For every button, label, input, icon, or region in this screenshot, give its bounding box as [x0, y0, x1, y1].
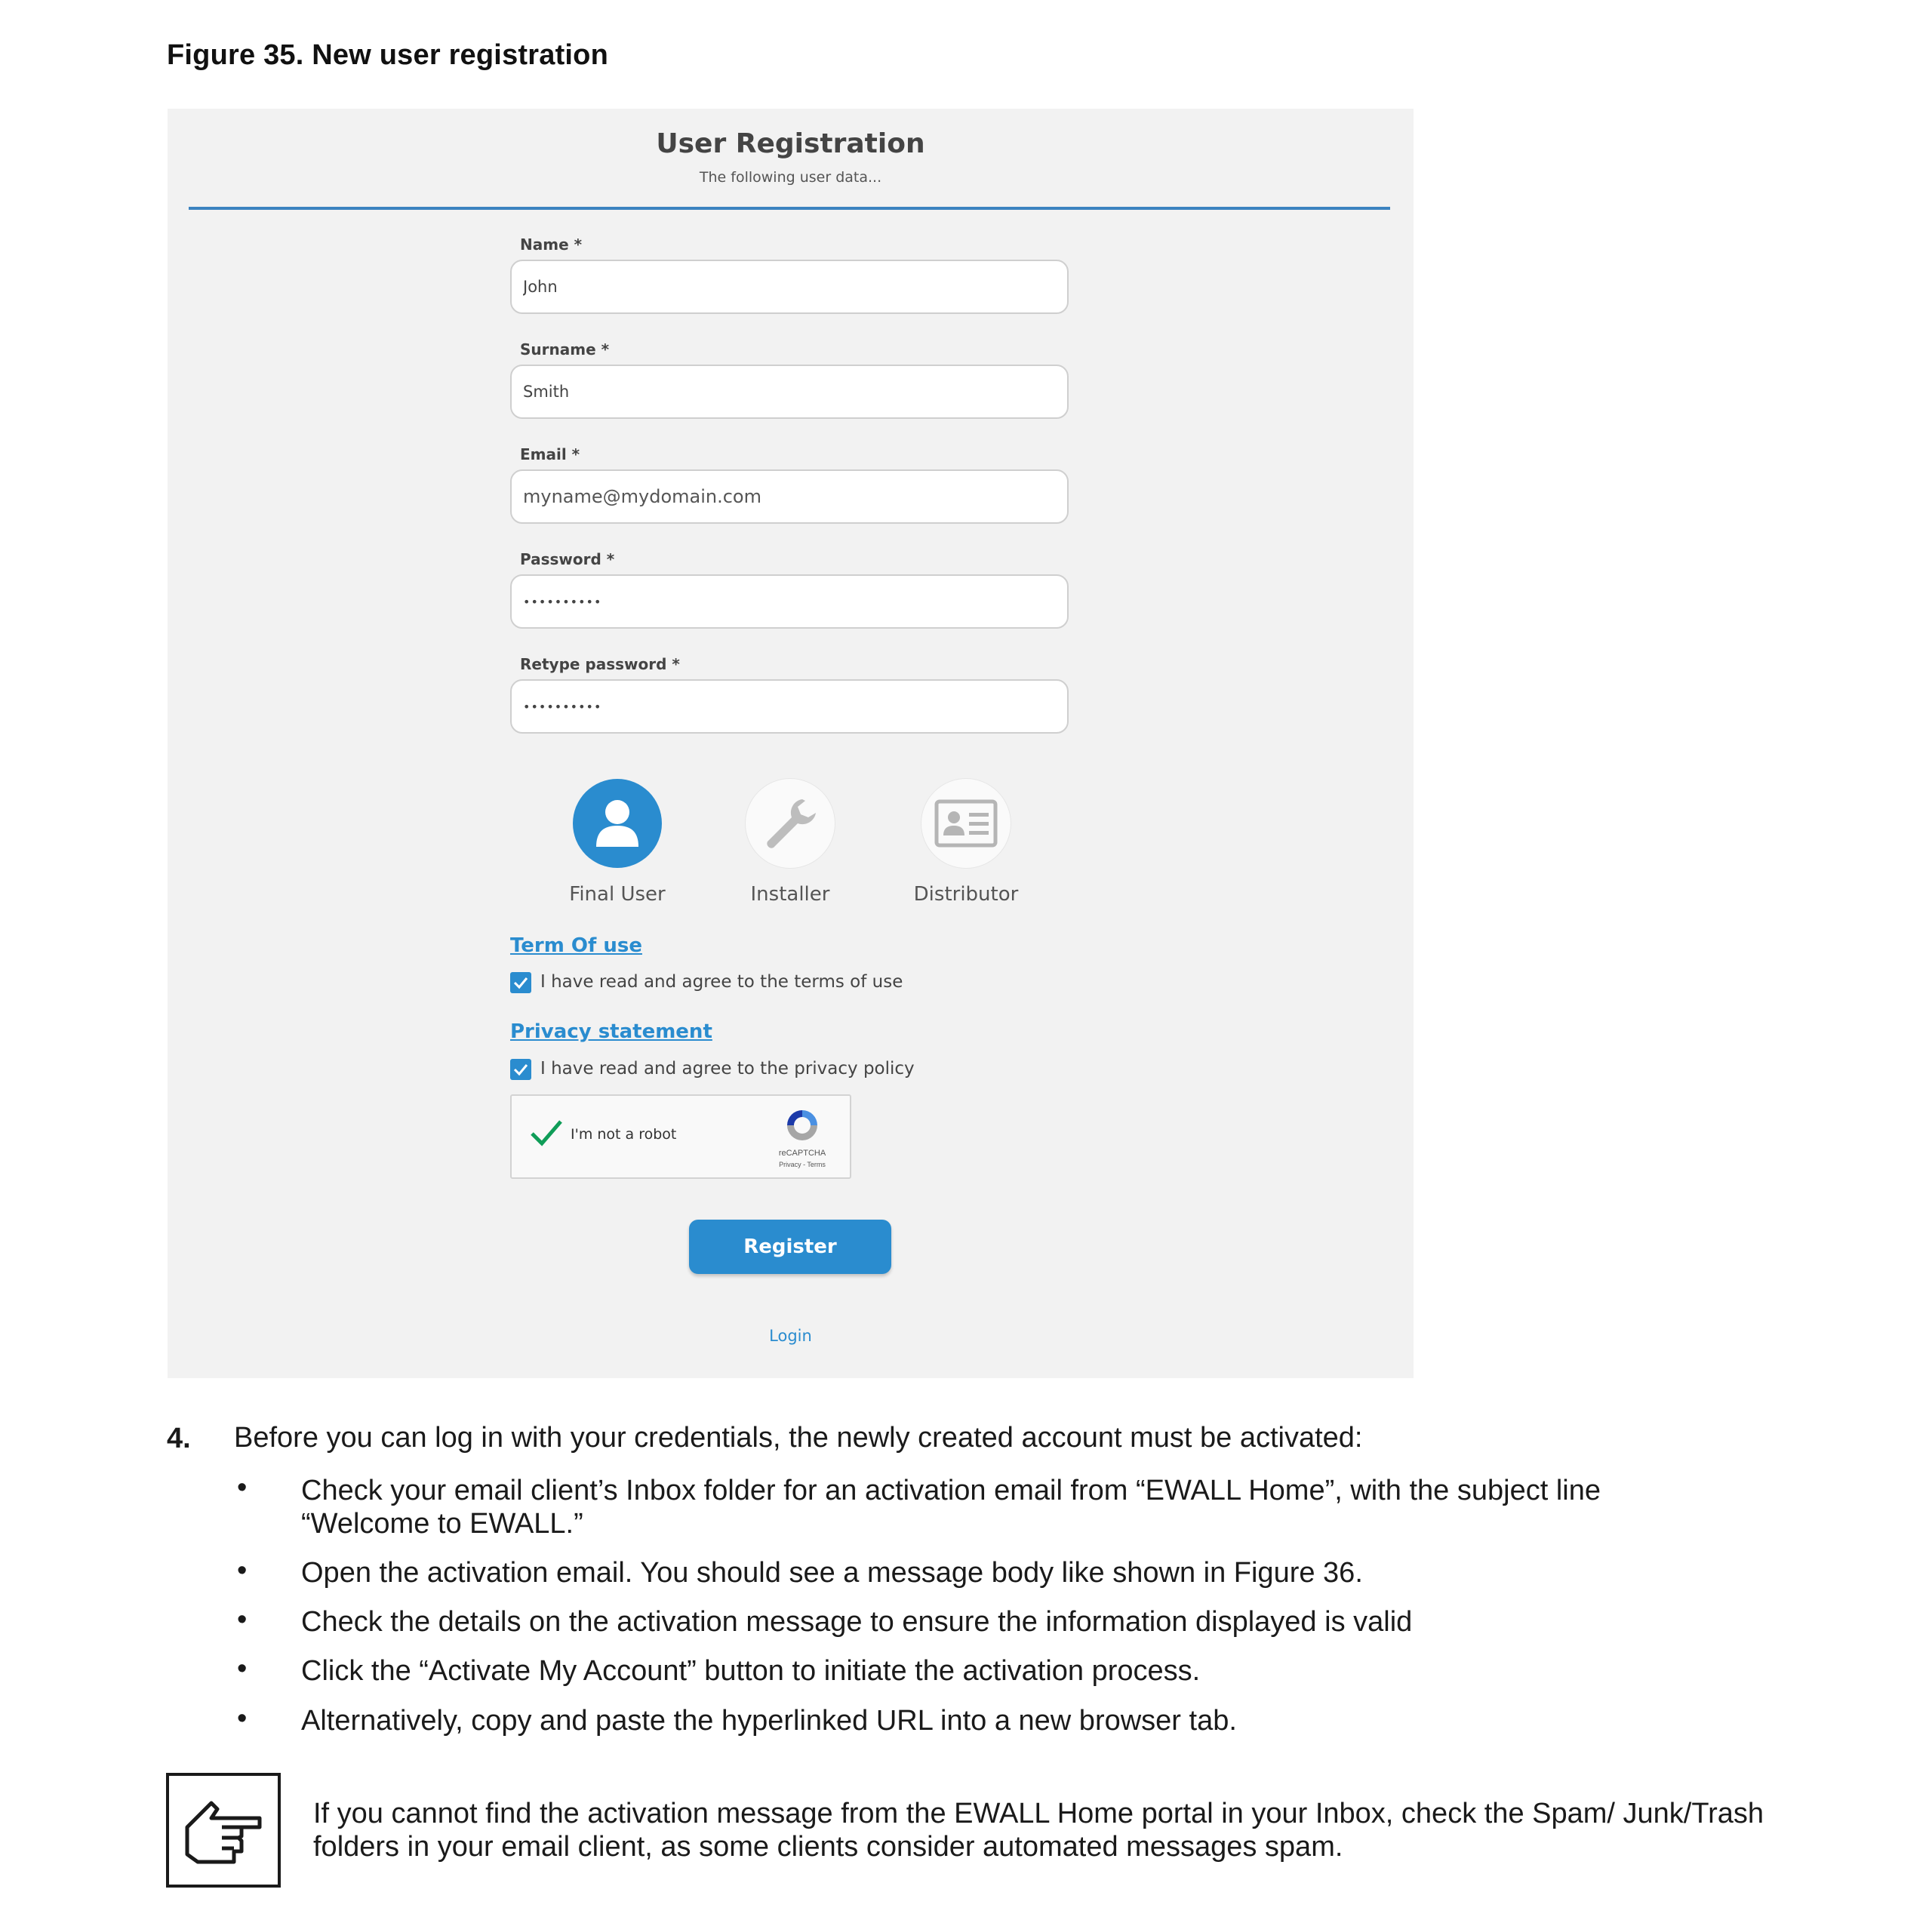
- step-number: 4.: [167, 1423, 191, 1454]
- bullet-item: Click the “Activate My Account” button to initiate the activation process.: [301, 1655, 1201, 1687]
- captcha-brand: reCAPTCHA: [778, 1149, 826, 1158]
- terms-of-use-link[interactable]: Term Of use: [510, 934, 642, 957]
- role-distributor-label: Distributor: [913, 883, 1019, 906]
- bullet-item: Check the details on the activation message to ensure the information displayed is valid: [301, 1606, 1413, 1638]
- form-subtitle: The following user data...: [699, 169, 882, 186]
- email-input[interactable]: [510, 469, 1069, 524]
- surname-input[interactable]: [510, 365, 1069, 419]
- role-installer[interactable]: [746, 779, 835, 868]
- email-label: Email *: [520, 445, 580, 463]
- header-divider: [189, 207, 1390, 210]
- bullet-marker: •: [237, 1604, 248, 1635]
- privacy-statement-link[interactable]: Privacy statement: [510, 1020, 712, 1043]
- recaptcha-logo-icon: [783, 1106, 821, 1144]
- recaptcha-widget[interactable]: [510, 1094, 851, 1179]
- login-link[interactable]: Login: [769, 1327, 812, 1345]
- checkmark-icon: [512, 1061, 529, 1078]
- role-final-user[interactable]: [573, 779, 662, 868]
- surname-label: Surname *: [520, 340, 610, 358]
- note-box: [166, 1773, 281, 1888]
- bullet-marker: •: [237, 1555, 248, 1586]
- note-text: If you cannot find the activation message from the EWALL Home portal in your Inbox, check the Spam/ Junk/Trash folders in your email client, as some clients consider automated messages spam.: [313, 1798, 1764, 1863]
- register-button[interactable]: Register: [689, 1220, 891, 1274]
- bullet-item: Check your email client’s Inbox folder for an activation email from “EWALL Home”, with the subject line “Welcome to EWALL.”: [301, 1475, 1601, 1540]
- captcha-label: I'm not a robot: [571, 1126, 677, 1143]
- bullet-marker: •: [237, 1472, 248, 1503]
- retype-password-label: Retype password *: [520, 655, 680, 673]
- role-final-user-label: Final User: [569, 883, 666, 906]
- registration-screenshot: [168, 109, 1414, 1378]
- role-installer-label: Installer: [750, 883, 830, 906]
- retype-password-input[interactable]: [510, 679, 1069, 734]
- captcha-check-icon: [530, 1119, 563, 1149]
- name-label: Name *: [520, 235, 583, 254]
- role-distributor[interactable]: [921, 779, 1011, 868]
- password-input[interactable]: [510, 574, 1069, 629]
- id-card-icon: [934, 799, 998, 848]
- privacy-checkbox-label: I have read and agree to the privacy policy: [540, 1059, 915, 1079]
- wrench-icon: [761, 795, 819, 852]
- pointing-hand-icon: [181, 1794, 266, 1866]
- password-label: Password *: [520, 550, 615, 568]
- checkmark-icon: [512, 974, 529, 991]
- terms-checkbox[interactable]: [510, 972, 531, 993]
- form-title: User Registration: [656, 128, 925, 159]
- bullet-marker: •: [237, 1653, 248, 1685]
- step-text: Before you can log in with your credentials, the newly created account must be activated:: [234, 1422, 1363, 1454]
- privacy-checkbox[interactable]: [510, 1059, 531, 1080]
- bullet-item: Alternatively, copy and paste the hyperlinked URL into a new browser tab.: [301, 1705, 1237, 1737]
- user-icon: [593, 797, 641, 850]
- bullet-marker: •: [237, 1703, 248, 1734]
- captcha-links[interactable]: Privacy - Terms: [779, 1161, 826, 1168]
- name-input[interactable]: [510, 260, 1069, 314]
- bullet-item: Open the activation email. You should see a message body like shown in Figure 36.: [301, 1557, 1363, 1589]
- terms-checkbox-label: I have read and agree to the terms of use: [540, 972, 903, 992]
- figure-caption: Figure 35. New user registration: [167, 39, 609, 71]
